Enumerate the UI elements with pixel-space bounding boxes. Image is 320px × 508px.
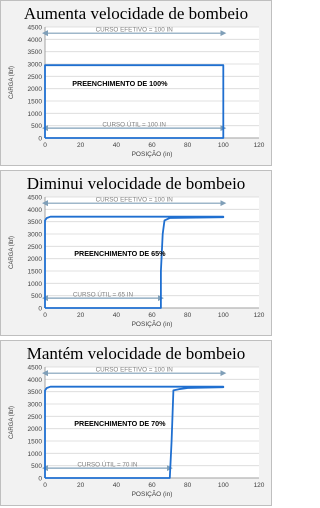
y-tick-label: 1500	[27, 268, 42, 276]
y-tick-label: 4000	[27, 36, 42, 44]
x-tick-label: 100	[217, 312, 229, 319]
chart-title: Aumenta velocidade de bombeio	[23, 4, 249, 23]
effective-stroke-label: CURSO EFETIVO = 100 IN	[95, 26, 173, 34]
y-tick-label: 3000	[27, 401, 42, 409]
y-tick-label: 1000	[27, 110, 42, 118]
x-tick-label: 0	[43, 482, 47, 489]
x-tick-label: 120	[253, 482, 265, 489]
y-tick-label: 4500	[27, 24, 42, 32]
x-tick-label: 120	[253, 142, 265, 149]
x-tick-label: 80	[184, 482, 192, 489]
y-tick-label: 3500	[27, 49, 42, 57]
fill-percentage-label: PREENCHIMENTO DE 65%	[74, 249, 166, 259]
x-tick-label: 100	[217, 142, 229, 149]
x-tick-label: 40	[112, 312, 120, 319]
effective-stroke-label: CURSO EFETIVO = 100 IN	[95, 366, 173, 374]
y-tick-label: 4500	[27, 194, 42, 202]
x-tick-label: 0	[43, 142, 47, 149]
x-axis-title: POSIÇÃO (in)	[131, 321, 173, 328]
chart-svg	[1, 363, 271, 505]
y-tick-label: 2500	[27, 73, 42, 81]
chart-svg	[1, 23, 271, 165]
y-tick-label: 2500	[27, 413, 42, 421]
y-tick-label: 0	[38, 135, 42, 143]
y-tick-label: 2000	[27, 86, 42, 94]
y-tick-label: 3000	[27, 231, 42, 239]
useful-stroke-label: CURSO ÚTIL = 100 IN	[102, 121, 166, 129]
x-tick-label: 0	[43, 312, 47, 319]
y-axis-title: CARGA (lbf)	[9, 65, 15, 100]
x-tick-label: 120	[253, 312, 265, 319]
x-tick-label: 100	[217, 482, 229, 489]
chart-panel-3	[0, 340, 272, 506]
useful-stroke-label: CURSO ÚTIL = 65 IN	[72, 291, 134, 299]
y-tick-label: 0	[38, 305, 42, 313]
y-tick-label: 2000	[27, 256, 42, 264]
y-axis-title: CARGA (lbf)	[9, 235, 15, 270]
y-tick-label: 2500	[27, 243, 42, 251]
x-tick-label: 20	[77, 312, 85, 319]
chart-title: Diminui velocidade de bombeio	[26, 174, 246, 193]
y-tick-label: 4000	[27, 376, 42, 384]
y-tick-label: 1000	[27, 280, 42, 288]
x-tick-label: 20	[77, 142, 85, 149]
fill-percentage-label: PREENCHIMENTO DE 70%	[74, 419, 166, 429]
y-tick-label: 2000	[27, 426, 42, 434]
y-tick-label: 1000	[27, 450, 42, 458]
x-axis-title: POSIÇÃO (in)	[131, 151, 173, 158]
y-tick-label: 500	[31, 123, 42, 131]
chart-svg	[1, 193, 271, 335]
x-tick-label: 80	[184, 142, 192, 149]
y-tick-label: 500	[31, 463, 42, 471]
y-tick-label: 1500	[27, 98, 42, 106]
y-tick-label: 3500	[27, 219, 42, 227]
x-tick-label: 60	[148, 142, 156, 149]
x-tick-label: 40	[112, 482, 120, 489]
x-tick-label: 20	[77, 482, 85, 489]
useful-stroke-label: CURSO ÚTIL = 70 IN	[77, 461, 138, 469]
fill-percentage-label: PREENCHIMENTO DE 100%	[72, 79, 168, 89]
x-tick-label: 60	[148, 482, 156, 489]
chart-panel-1	[0, 0, 272, 166]
y-tick-label: 4500	[27, 364, 42, 372]
chart-title: Mantém velocidade de bombeio	[26, 344, 246, 363]
y-tick-label: 1500	[27, 438, 42, 446]
chart-panel-2	[0, 170, 272, 336]
x-tick-label: 60	[148, 312, 156, 319]
y-tick-label: 0	[38, 475, 42, 483]
x-axis-title: POSIÇÃO (in)	[131, 491, 173, 498]
y-axis-title: CARGA (lbf)	[9, 405, 15, 440]
y-tick-label: 3500	[27, 389, 42, 397]
y-tick-label: 3000	[27, 61, 42, 69]
x-tick-label: 40	[112, 142, 120, 149]
y-tick-label: 500	[31, 293, 42, 301]
effective-stroke-label: CURSO EFETIVO = 100 IN	[95, 196, 173, 204]
y-tick-label: 4000	[27, 206, 42, 214]
x-tick-label: 80	[184, 312, 192, 319]
